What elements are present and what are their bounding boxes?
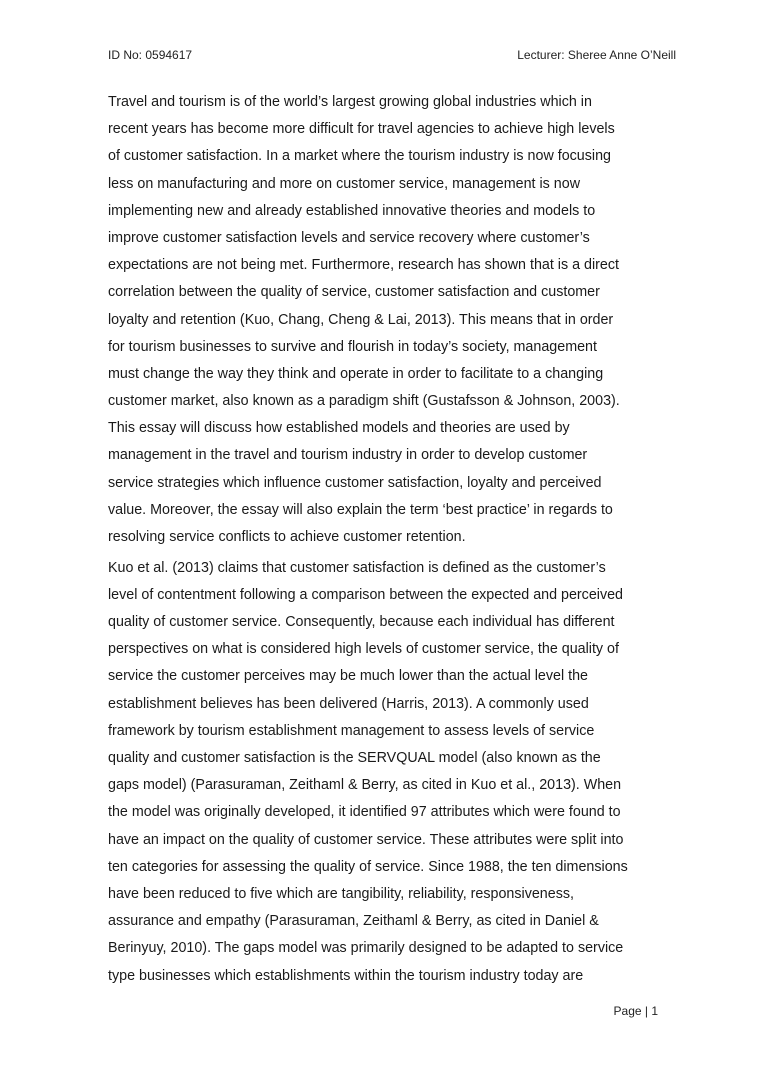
text-line: improve customer satisfaction levels and service recovery where customer’s bbox=[108, 229, 590, 246]
text-line: Berinyuy, 2010). The gaps model was primarily designed to be adapted to service bbox=[108, 940, 624, 957]
lecturer-name: Lecturer: Sheree Anne O’Neill bbox=[517, 48, 676, 62]
student-id: ID No: 0594617 bbox=[108, 48, 193, 62]
paragraph-servqual bbox=[108, 555, 670, 990]
text-line: the model was originally developed, it identified 97 attributes which were found to bbox=[108, 804, 621, 821]
text-line: implementing new and already established innovative theories and models to bbox=[108, 202, 596, 219]
text-line: management in the travel and tourism industry in order to develop customer bbox=[108, 447, 588, 464]
text-line: loyalty and retention (Kuo, Chang, Cheng & Lai, 2013). This means that in order bbox=[108, 311, 614, 328]
page-number: Page | 1 bbox=[613, 1004, 658, 1018]
text-line: framework by tourism establishment management to assess levels of service bbox=[108, 722, 595, 739]
paragraph-intro bbox=[108, 89, 670, 551]
text-line: expectations are not being met. Furthermore, research has shown that is a direct bbox=[108, 257, 619, 274]
text-line: less on manufacturing and more on customer service, management is now bbox=[108, 175, 581, 192]
text-line: level of contentment following a comparison between the expected and perceived bbox=[108, 586, 624, 603]
text-line: resolving service conflicts to achieve customer retention. bbox=[108, 529, 466, 545]
text-line: have been reduced to five which are tangibility, reliability, responsiveness, bbox=[108, 885, 574, 902]
text-line: recent years has become more difficult for travel agencies to achieve high levels bbox=[108, 121, 615, 138]
text-line: for tourism businesses to survive and flourish in today’s society, management bbox=[108, 338, 597, 355]
text-line: quality and customer satisfaction is the SERVQUAL model (also known as the bbox=[108, 750, 601, 766]
text-line: gaps model) (Parasuraman, Zeithaml & Berry, as cited in Kuo et al., 2013). When bbox=[108, 777, 622, 794]
text-line: customer market, also known as a paradigm shift (Gustafsson & Johnson, 2003). bbox=[108, 393, 620, 410]
essay-body bbox=[108, 89, 670, 990]
text-line: Travel and tourism is of the world’s largest growing global industries which in bbox=[108, 94, 592, 110]
text-line: value. Moreover, the essay will also explain the term ‘best practice’ in regards to bbox=[108, 501, 613, 518]
text-line: This essay will discuss how established models and theories are used by bbox=[108, 420, 570, 437]
text-line: perspectives on what is considered high levels of customer service, the quality of bbox=[108, 641, 619, 658]
text-line: have an impact on the quality of customer service. These attributes were split into bbox=[108, 831, 624, 848]
text-line: ten categories for assessing the quality of service. Since 1988, the ten dimensions bbox=[108, 858, 628, 875]
text-line: establishment believes has been delivered (Harris, 2013). A commonly used bbox=[108, 695, 589, 712]
text-line: correlation between the quality of service, customer satisfaction and customer bbox=[108, 284, 600, 301]
text-line: Kuo et al. (2013) claims that customer satisfaction is defined as the customer’s bbox=[108, 559, 606, 576]
text-line: quality of customer service. Consequently, because each individual has different bbox=[108, 614, 615, 631]
text-line: service strategies which influence customer satisfaction, loyalty and perceived bbox=[108, 474, 602, 491]
page-header bbox=[108, 48, 676, 68]
text-line: assurance and empathy (Parasuraman, Zeithaml & Berry, as cited in Daniel & bbox=[108, 913, 599, 930]
text-line: of customer satisfaction. In a market where the tourism industry is now focusing bbox=[108, 148, 611, 165]
page-footer bbox=[614, 1004, 658, 1018]
text-line: type businesses which establishments within the tourism industry today are bbox=[108, 967, 584, 984]
text-line: service the customer perceives may be much lower than the actual level the bbox=[108, 668, 588, 685]
text-line: must change the way they think and operate in order to facilitate to a changing bbox=[108, 365, 604, 382]
